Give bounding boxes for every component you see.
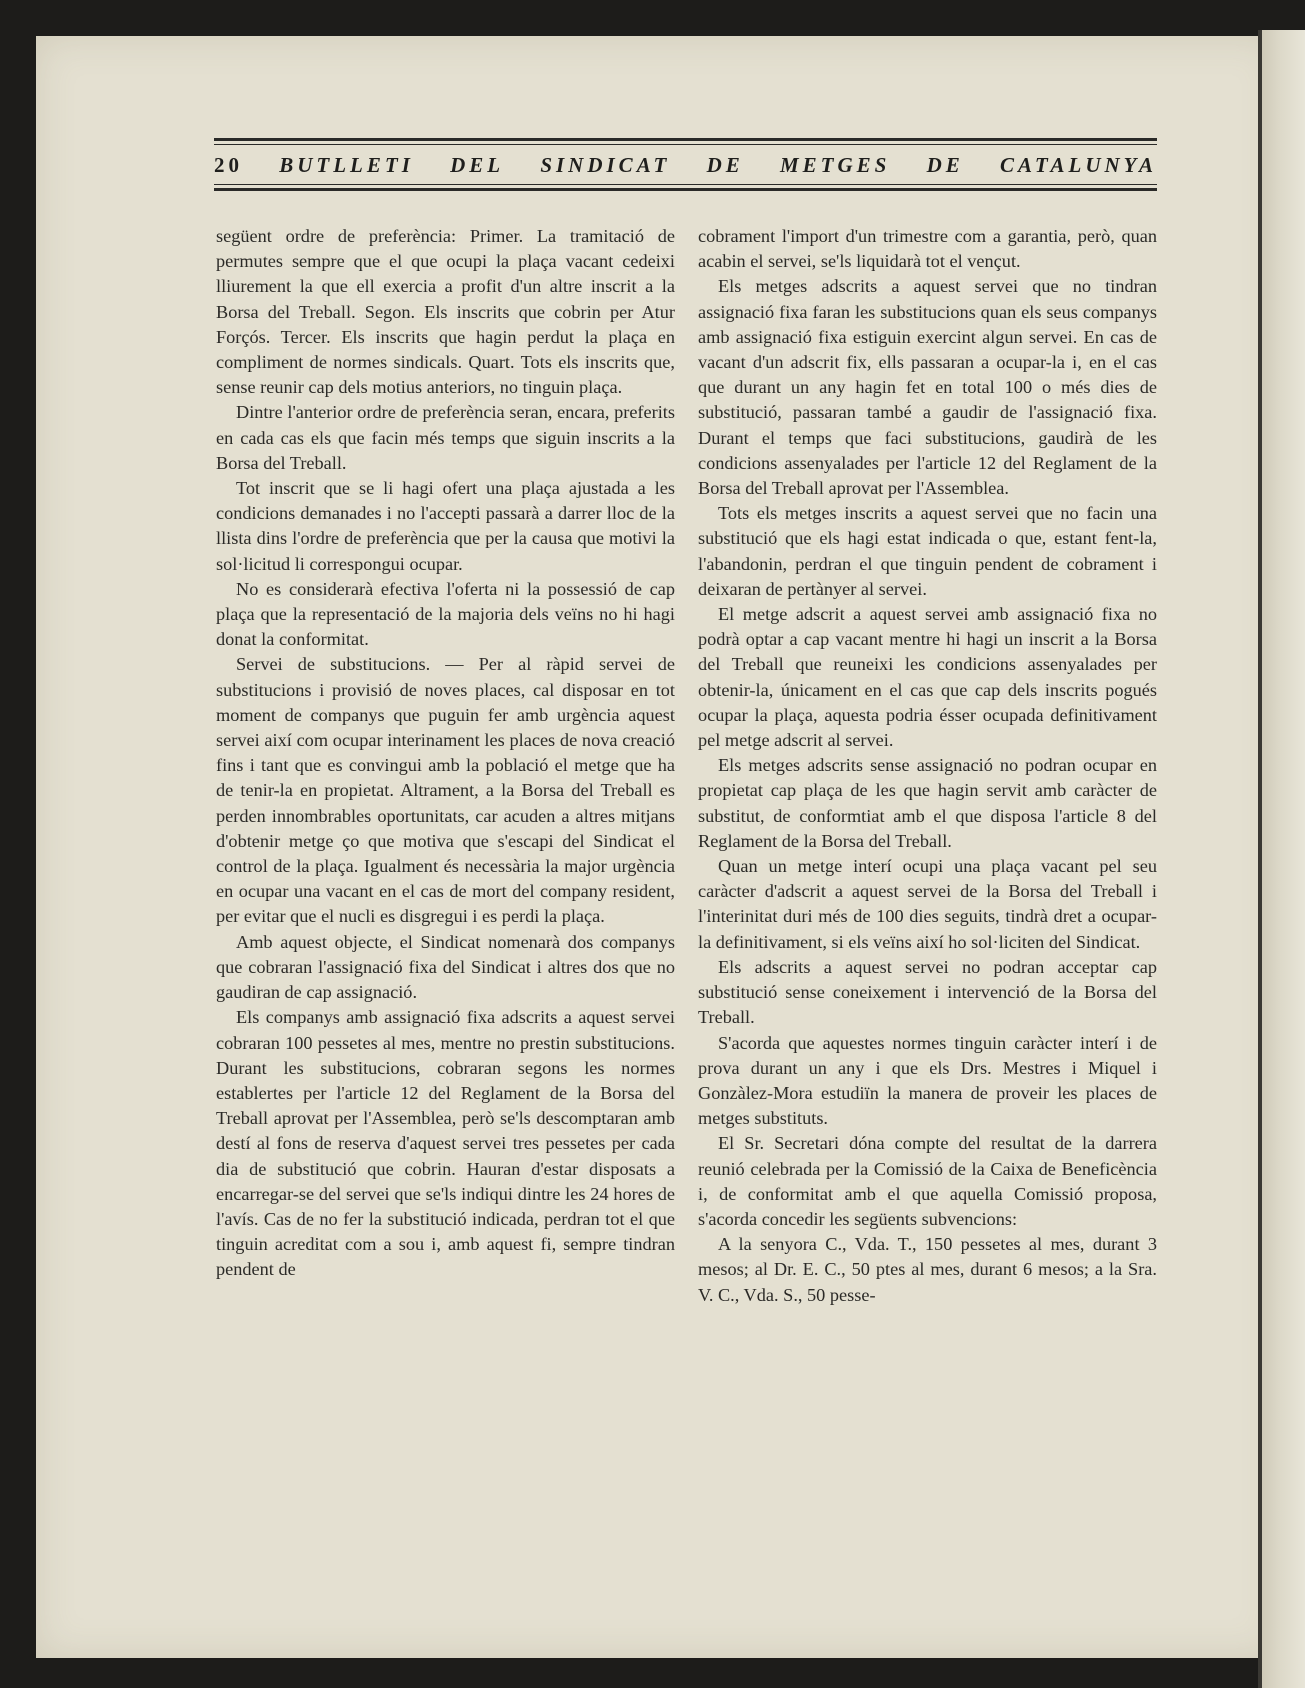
paragraph: cobrament l'import d'un trimestre com a garantia, però, quan acabin el servei, se'ls liquidarà tot el vençut. bbox=[698, 226, 1157, 272]
paragraph: El metge adscrit a aquest servei amb assignació fixa no podrà optar a cap vacant mentre hi hagi un inscrit a la Borsa del Treball que reuneixi les condicions assenyalades per obtenir-la, únicament en el cas que cap dels inscrits pogués ocupar la plaça, aquesta podria ésser ocupada definitivament pel metge adscrit al servei. bbox=[698, 604, 1157, 751]
header-word: DE bbox=[706, 152, 744, 177]
header-word: CATALUNYA bbox=[999, 152, 1157, 177]
header-rule-top-thin bbox=[214, 144, 1157, 145]
header-rule-top bbox=[214, 138, 1157, 141]
next-page-edge bbox=[1262, 30, 1305, 1688]
paragraph: següent ordre de preferència: Primer. La tramitació de permutes sempre que el que ocupi la plaça vacant cedeixi lliurement la que ell exercia a profit d'un altre inscrit a la Borsa del Treball. Segon. Els inscrits que cobrin per Atur Forçós. Tercer. Els inscrits que hagin perdut la plaça en compliment de normes sindicals. Quart. Tots els inscrits que, sense reunir cap dels motius anteriors, no tinguin plaça. bbox=[216, 226, 675, 398]
body-text bbox=[216, 224, 1161, 1524]
paragraph: No es considerarà efectiva l'oferta ni la possessió de cap plaça que la representació de la majoria dels veïns no hi hagi donat la conformitat. bbox=[216, 578, 675, 650]
header-word: SINDICAT bbox=[540, 152, 671, 177]
running-header bbox=[214, 134, 1157, 196]
page-number: 20 bbox=[214, 152, 243, 177]
paragraph: Servei de substitucions. — Per al ràpid servei de substitucions i provisió de noves places, cal disposar en tot moment de companys que puguin fer amb urgència aquest servei així com ocupar interinament les places de nova creació fins i tant que es convingui amb la població el metge que ha de tenir-la en propietat. Altrament, a la Borsa del Treball es perden innombrables oportunitats, car acuden a altres mitjans d'obtenir metge ço que motiva que s'escapi del Sindicat el control de la plaça. Igualment és necessària la major urgència en ocupar una vacant en el cas de mort del company resident, per evitar que el nucli es disgregui i es perdi la plaça. bbox=[216, 654, 675, 927]
paragraph: A la senyora C., Vda. T., 150 pessetes al mes, durant 3 mesos; al Dr. E. C., 50 ptes al mes, durant 6 mesos; a la Sra. V. C., Vda. S., 50 pesse- bbox=[698, 1234, 1157, 1305]
header-rule-bottom bbox=[214, 188, 1157, 191]
paragraph: Quan un metge interí ocupi una plaça vacant pel seu caràcter d'adscrit a aquest servei de la Borsa del Treball i l'interinitat duri més de 100 dies seguits, tindrà dret a ocupar-la definitivament, si els veïns així ho sol·liciten del Sindicat. bbox=[698, 856, 1157, 952]
paragraph: S'acorda que aquestes normes tinguin caràcter interí i de prova durant un any i que els Drs. Mestres i Miquel i Gonzàlez-Mora estudiïn la manera de proveir les places de metges substituts. bbox=[698, 1032, 1157, 1129]
paragraph: Dintre l'anterior ordre de preferència seran, encara, preferits en cada cas els que facin més temps que siguin inscrits a la Borsa del Treball. bbox=[216, 402, 675, 473]
paragraph: Els companys amb assignació fixa adscrits a aquest servei cobraran 100 pessetes al mes, mentre no prestin substitucions. Durant les substitucions, cobraran segons les normes establertes per l'article 12 del Reglament de la Borsa del Treball aprovat per l'Assemblea, però se'ls descomptaran amb destí al fons de reserva d'aquest servei tres pessetes per cada dia de substitució que cobrin. Hauran d'estar disposats a encarregar-se del servei que se'ls indiqui dintre les 24 hores de l'avís. Cas de no fer la substitució indicada, perdran tot el que tinguin acreditat com a sou i, amb aquest fi, sempre tindran pendent de bbox=[216, 1007, 675, 1280]
header-rule-bottom-thin bbox=[214, 184, 1157, 185]
paragraph: Tot inscrit que se li hagi ofert una plaça ajustada a les condicions demanades i no l'accepti passarà a darrer lloc de la llista dins l'ordre de preferència que per la causa que motivi la sol·licitud li correspongui ocupar. bbox=[216, 478, 675, 574]
right-column bbox=[698, 224, 1157, 1308]
paragraph: Els adscrits a aquest servei no podran acceptar cap substitució sense coneixement i intervenció de la Borsa del Treball. bbox=[698, 956, 1157, 1028]
header-word: METGES bbox=[780, 152, 891, 177]
header-word: DEL bbox=[450, 152, 505, 177]
paragraph: Els metges adscrits sense assignació no podran ocupar en propietat cap plaça de les que hagin servit amb caràcter de substitut, de conformtiat amb el que disposa l'article 8 del Reglament de la Borsa del Treball. bbox=[698, 755, 1157, 851]
header-word: DE bbox=[926, 152, 964, 177]
paragraph: Tots els metges inscrits a aquest servei que no facin una substitució que els hagi estat indicada o que, estant fent-la, l'abandonin, perdran el que tinguin pendent de cobrament i deixaran de pertànyer al servei. bbox=[698, 503, 1157, 599]
paragraph: El Sr. Secretari dóna compte del resultat de la darrera reunió celebrada per la Comissió de la Caixa de Beneficència i, de conformitat amb el que aquella Comissió proposa, s'acorda concedir les següents subvencions: bbox=[698, 1133, 1157, 1229]
paragraph: Amb aquest objecte, el Sindicat nomenarà dos companys que cobraran l'assignació fixa del Sindicat i altres dos que no gaudiran de cap assignació. bbox=[216, 931, 675, 1003]
header-title bbox=[214, 149, 1157, 181]
header-word: BUTLLETI bbox=[279, 152, 414, 177]
left-column bbox=[216, 224, 675, 1283]
paragraph: Els metges adscrits a aquest servei que no tindran assignació fixa faran les substitucions quan els seus companys amb assignació fixa estiguin exercint algun servei. En cas de vacant d'un adscrit fix, ells passaran a ocupar-la i, en el cas que durant un any hagin fet en total 100 o més dies de substitució, passaran també a gaudir de l'assignació fixa. Durant el temps que faci substitucions, gaudirà de les condicions assenyalades per l'article 12 del Reglament de la Borsa del Treball aprovat per l'Assemblea. bbox=[698, 276, 1157, 499]
